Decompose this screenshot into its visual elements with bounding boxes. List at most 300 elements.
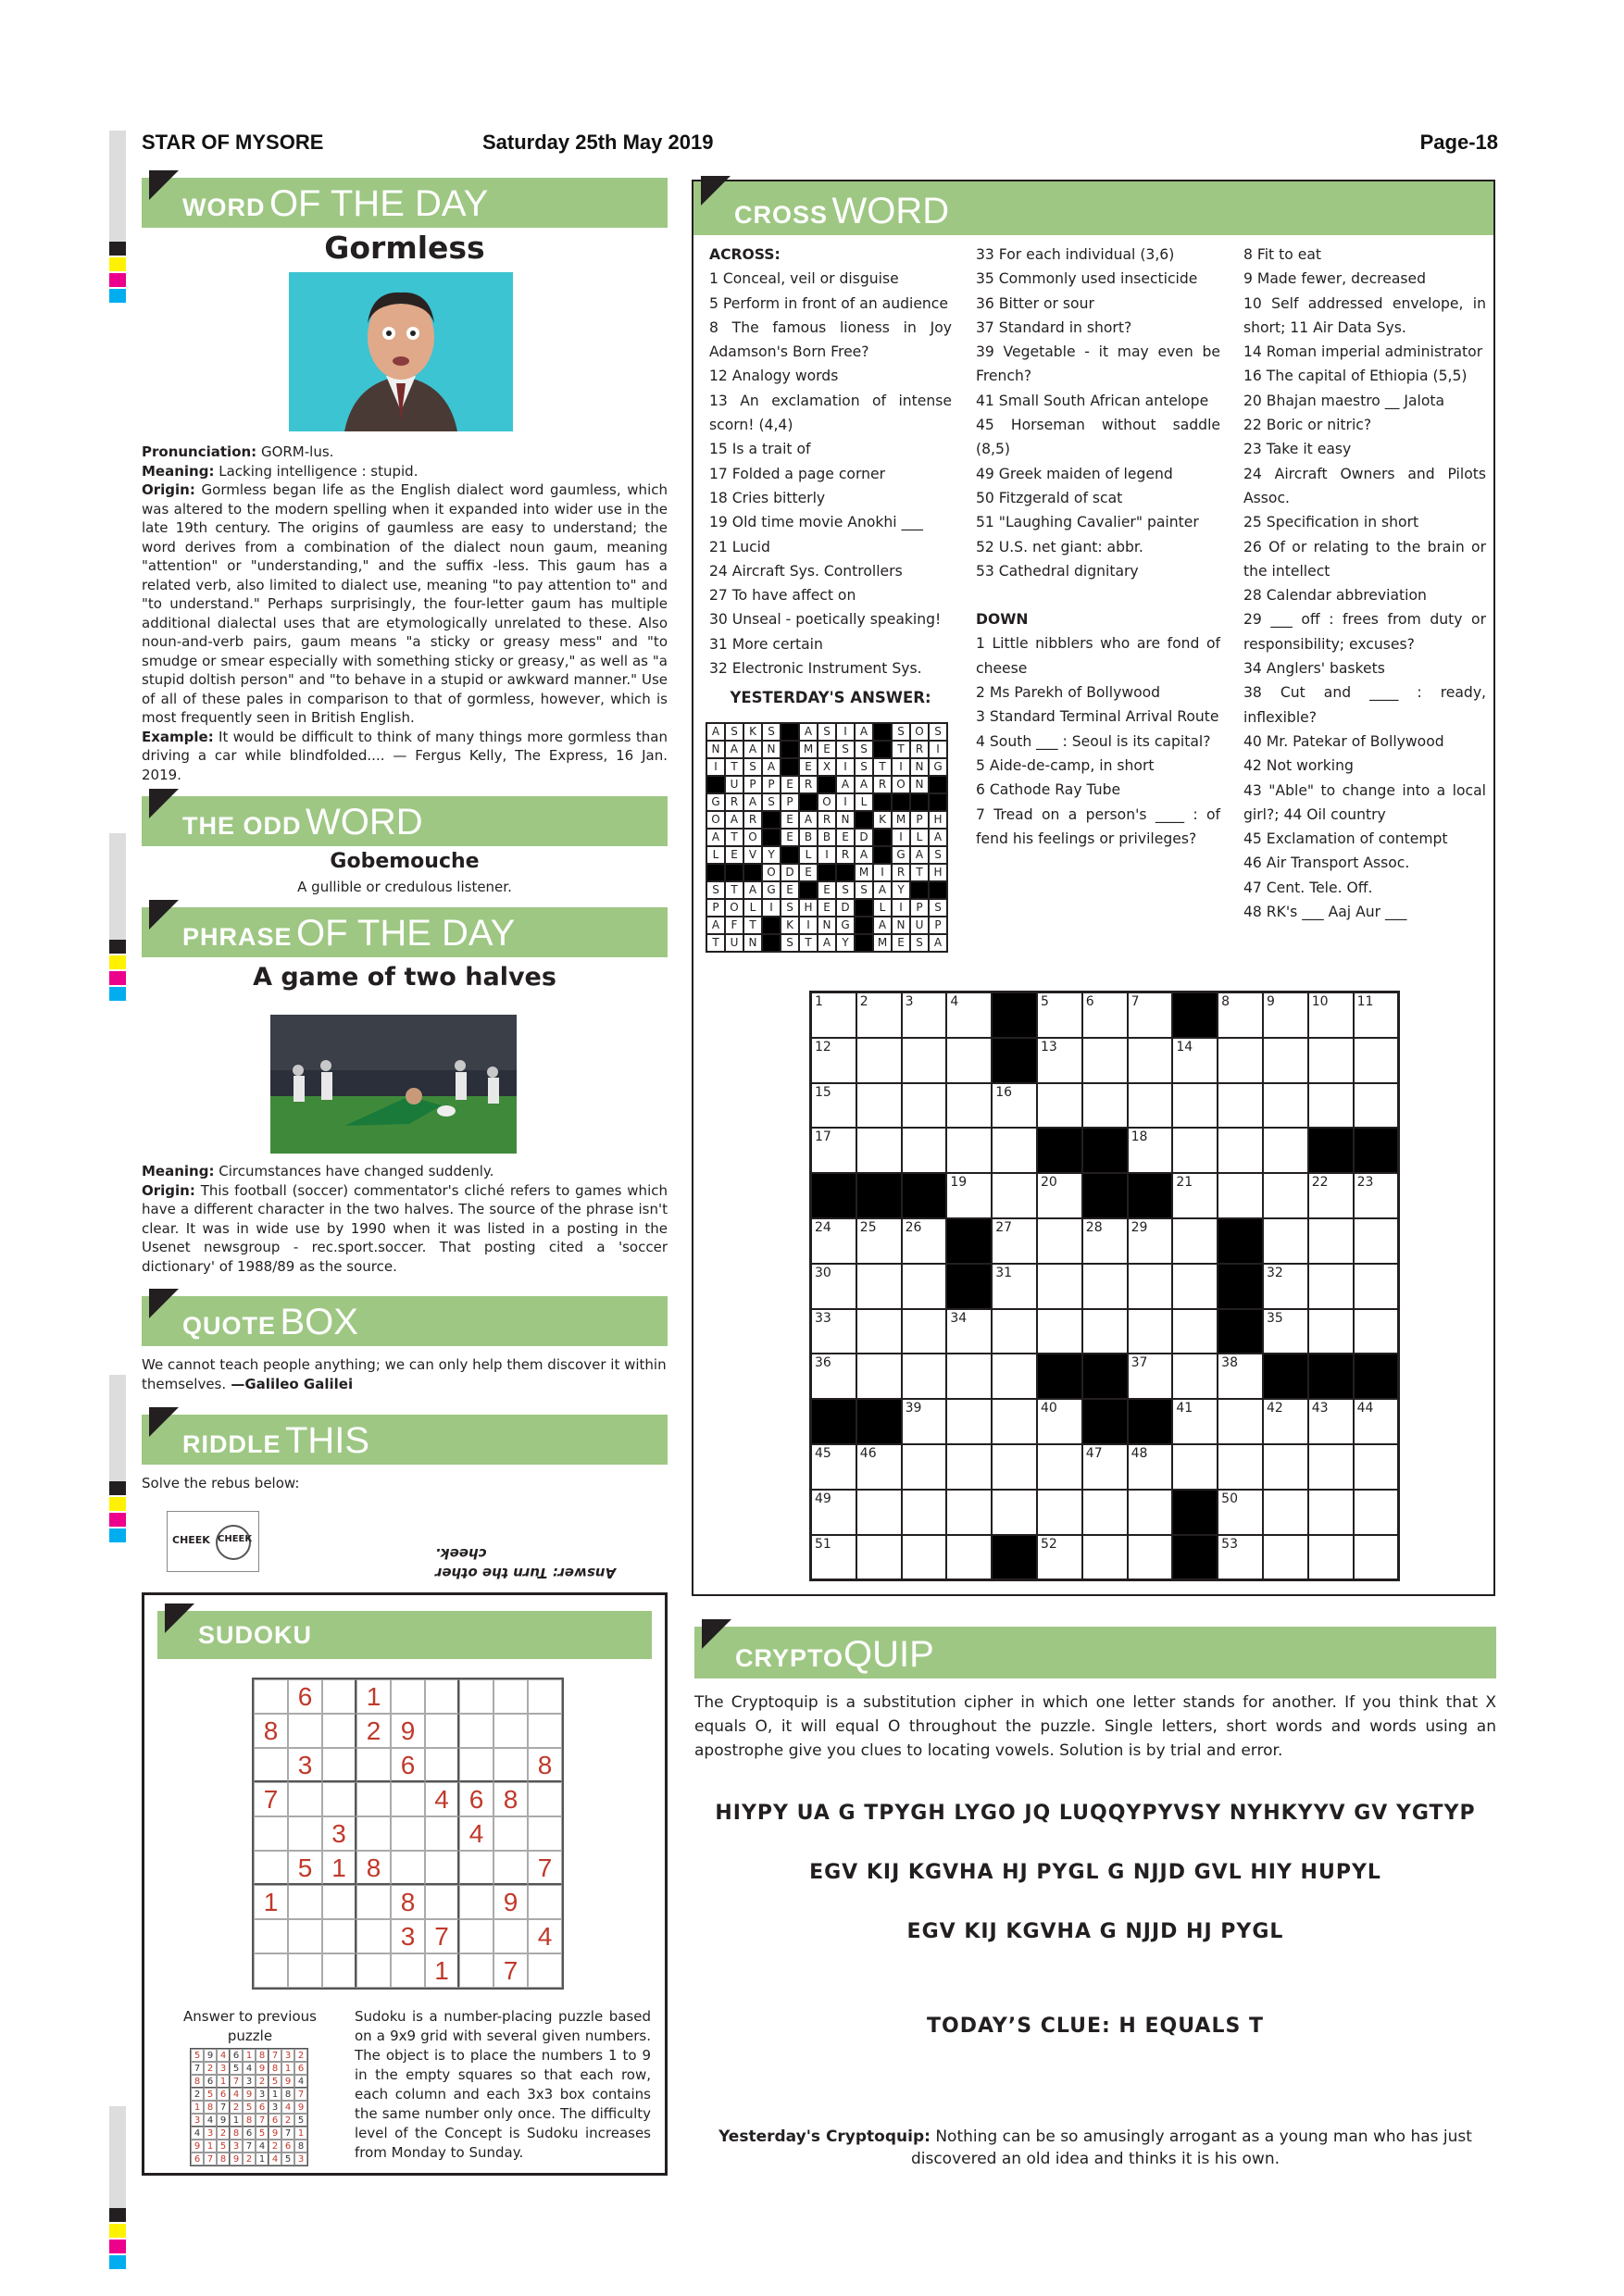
yesterday-cell: A (855, 776, 873, 793)
crossword-cell[interactable] (1128, 1535, 1173, 1580)
crossword-cell[interactable] (856, 1218, 902, 1264)
crossword-cell[interactable] (1172, 1218, 1218, 1264)
crossword-cell[interactable] (1218, 1399, 1263, 1444)
crossword-cell[interactable] (1128, 1128, 1173, 1173)
sudoku-cell[interactable] (288, 1953, 322, 1988)
yesterday-cell (910, 793, 929, 811)
crossword-cell[interactable] (811, 1535, 856, 1580)
sudoku-cell[interactable] (356, 1885, 391, 1919)
sudoku-cell[interactable] (254, 1679, 288, 1714)
crossword-clue: 22 Boric or nitric? (1243, 417, 1372, 434)
crossword-cell[interactable] (1082, 1264, 1128, 1309)
sudoku-cell[interactable] (356, 1782, 391, 1816)
crossword-cell[interactable] (1263, 1128, 1308, 1173)
crossword-cell[interactable] (1128, 1444, 1173, 1490)
sudoku-answer-cell: 6 (269, 2114, 281, 2127)
crossword-cell[interactable] (1082, 1535, 1128, 1580)
clue-number: 10 (1311, 994, 1329, 1009)
sudoku-answer-cell: 8 (204, 2101, 217, 2114)
crossword-cell[interactable] (1354, 1490, 1399, 1535)
crossword-cell[interactable] (1263, 1444, 1308, 1490)
crossword-cell[interactable] (992, 1083, 1037, 1129)
sudoku-cell[interactable]: 7 (528, 1851, 562, 1885)
crossword-cell[interactable] (1128, 1218, 1173, 1264)
sudoku-cell[interactable] (459, 1851, 493, 1885)
sudoku-cell[interactable] (493, 1679, 528, 1714)
crossword-cell[interactable] (811, 1490, 856, 1535)
crossword-cell[interactable] (1082, 992, 1128, 1038)
crossword-cell[interactable] (1354, 1173, 1399, 1218)
yesterday-cell: L (855, 793, 873, 811)
sudoku-answer-cell: 2 (191, 2088, 204, 2101)
sudoku-cell[interactable] (356, 1919, 391, 1953)
crossword-cell[interactable] (1263, 1173, 1308, 1218)
crossword-cell[interactable] (811, 992, 856, 1038)
crossword-cell[interactable] (1037, 1535, 1082, 1580)
sudoku-answer-cell: 5 (243, 2101, 256, 2114)
sudoku-cell[interactable] (528, 1816, 562, 1851)
sudoku-cell[interactable] (528, 1679, 562, 1714)
crossword-cell[interactable] (1218, 1173, 1263, 1218)
crossword-cell[interactable] (946, 1399, 992, 1444)
sudoku-cell[interactable]: 6 (391, 1748, 425, 1782)
yesterday-cell: A (799, 723, 818, 741)
sudoku-answer-cell: 6 (294, 2062, 307, 2075)
sudoku-cell[interactable] (254, 1851, 288, 1885)
sudoku-answer-cell: 6 (243, 2127, 256, 2140)
crossword-cell[interactable] (1308, 1535, 1354, 1580)
crossword-cell[interactable] (1263, 1309, 1308, 1354)
crossword-cell[interactable] (856, 1309, 902, 1354)
sudoku-cell[interactable] (322, 1679, 356, 1714)
crossword-cell[interactable] (1308, 1264, 1354, 1309)
crossword-cell[interactable] (1037, 992, 1082, 1038)
crossword-cell[interactable] (1172, 1128, 1218, 1173)
crossword-cell[interactable] (992, 1444, 1037, 1490)
crossword-cell[interactable] (811, 1354, 856, 1399)
crossword-cell[interactable] (902, 1309, 947, 1354)
crossword-cell[interactable] (1263, 1490, 1308, 1535)
crossword-cell[interactable] (1172, 1264, 1218, 1309)
yesterday-cell: P (910, 899, 929, 917)
sudoku-cell[interactable] (356, 1816, 391, 1851)
clue-number: 3 (905, 994, 914, 1009)
sudoku-cell[interactable] (493, 1851, 528, 1885)
crossword-cell[interactable] (1218, 1128, 1263, 1173)
sudoku-cell[interactable] (493, 1748, 528, 1782)
crossword-cell[interactable] (1354, 1535, 1399, 1580)
color-swatch (109, 2255, 126, 2269)
sudoku-cell[interactable] (288, 1714, 322, 1748)
yesterday-cell: S (762, 793, 781, 811)
crossword-cell[interactable] (1218, 1444, 1263, 1490)
yesterday-cell: I (762, 899, 781, 917)
sudoku-cell[interactable]: 7 (425, 1919, 459, 1953)
odd-word-header: THE ODD WORD (142, 796, 668, 846)
yesterday-cell: S (725, 723, 743, 741)
crossword-cell[interactable] (1037, 1173, 1082, 1218)
sudoku-cell[interactable] (288, 1816, 322, 1851)
sudoku-answer-cell: 7 (217, 2101, 230, 2114)
sudoku-answer-cell: 4 (230, 2088, 243, 2101)
sudoku-cell[interactable]: 1 (322, 1851, 356, 1885)
crossword-cell[interactable] (902, 1218, 947, 1264)
yesterday-cell: P (743, 776, 762, 793)
clue-number: 12 (815, 1039, 831, 1054)
crossword-clue: 29 ___ off : frees from duty or responsibility; excuses? (1243, 611, 1486, 653)
crossword-cell[interactable] (1354, 1399, 1399, 1444)
crossword-cell[interactable] (1082, 1038, 1128, 1083)
quote-box-header: QUOTE BOX (142, 1296, 668, 1346)
sudoku-cell[interactable]: 7 (254, 1782, 288, 1816)
crossword-cell[interactable] (1037, 1083, 1082, 1129)
sudoku-cell[interactable] (288, 1919, 322, 1953)
yesterday-cell: T (910, 864, 929, 881)
sudoku-cell[interactable] (493, 1919, 528, 1953)
sudoku-cell[interactable] (425, 1851, 459, 1885)
crossword-cell[interactable] (811, 1309, 856, 1354)
sudoku-cell[interactable] (425, 1816, 459, 1851)
sudoku-cell[interactable] (322, 1953, 356, 1988)
crossword-cell[interactable] (1082, 1490, 1128, 1535)
crossword-cell[interactable] (1263, 1535, 1308, 1580)
crossword-cell[interactable] (1218, 1490, 1263, 1535)
crossword-cell[interactable] (902, 1038, 947, 1083)
sudoku-cell[interactable] (528, 1714, 562, 1748)
crossword-cell[interactable] (856, 1264, 902, 1309)
sudoku-cell[interactable] (356, 1953, 391, 1988)
crossword-cell[interactable] (1354, 1444, 1399, 1490)
crossword-cell[interactable] (1128, 1038, 1173, 1083)
yesterday-cell: O (706, 811, 725, 829)
crossword-cell[interactable] (1354, 1083, 1399, 1129)
crossword-cell[interactable] (902, 1354, 947, 1399)
yesterday-cell: A (706, 829, 725, 846)
crossword-cell[interactable] (1218, 992, 1263, 1038)
crossword-cell[interactable] (992, 1128, 1037, 1173)
crossword-cell[interactable] (992, 1218, 1037, 1264)
crossword-cell[interactable] (1354, 1309, 1399, 1354)
sudoku-cell[interactable] (459, 1919, 493, 1953)
crossword-cell[interactable] (902, 1264, 947, 1309)
crossword-cell[interactable] (902, 1399, 947, 1444)
crossword-clue: 45 Exclamation of contempt (1243, 830, 1448, 848)
crossword-cell[interactable] (811, 1128, 856, 1173)
crossword-cell[interactable] (1308, 1399, 1354, 1444)
crossword-cell[interactable] (856, 1083, 902, 1129)
clue-number: 44 (1356, 1401, 1374, 1416)
sudoku-answer-cell: 9 (217, 2114, 230, 2127)
sudoku-cell[interactable] (493, 1714, 528, 1748)
sudoku-answer-cell: 1 (269, 2088, 281, 2101)
sudoku-answer-cell: 8 (256, 2049, 269, 2062)
crossword-cell[interactable] (992, 1354, 1037, 1399)
crossword-cell[interactable] (902, 1128, 947, 1173)
sudoku-answer-cell: 5 (217, 2140, 230, 2152)
sudoku-answer-cell: 1 (281, 2062, 294, 2075)
crossword-black-square (1218, 1309, 1263, 1354)
crossword-cell[interactable] (1263, 992, 1308, 1038)
crossword-cell[interactable] (902, 1490, 947, 1535)
sudoku-cell[interactable] (528, 1782, 562, 1816)
clue-number: 32 (1266, 1265, 1283, 1280)
crossword-cell[interactable] (1037, 1490, 1082, 1535)
crossword-cell[interactable] (1263, 1264, 1308, 1309)
sudoku-cell[interactable]: 1 (356, 1679, 391, 1714)
sudoku-cell[interactable] (391, 1782, 425, 1816)
riddle-header: RIDDLE THIS (142, 1415, 668, 1465)
sudoku-cell[interactable]: 5 (288, 1851, 322, 1885)
yesterday-cell: S (929, 723, 947, 741)
sudoku-cell[interactable]: 8 (356, 1851, 391, 1885)
sudoku-cell[interactable]: 9 (493, 1885, 528, 1919)
crossword-cell[interactable] (946, 1083, 992, 1129)
sudoku-cell[interactable] (528, 1885, 562, 1919)
sudoku-cell[interactable]: 1 (254, 1885, 288, 1919)
sudoku-cell[interactable] (459, 1885, 493, 1919)
crossword-cell[interactable] (946, 1444, 992, 1490)
sudoku-answer-cell: 1 (217, 2075, 230, 2088)
sudoku-cell[interactable]: 4 (459, 1816, 493, 1851)
crossword-cell[interactable] (1263, 1038, 1308, 1083)
crossword-cell[interactable] (811, 1038, 856, 1083)
crossword-cell[interactable] (1354, 992, 1399, 1038)
crossword-cell[interactable] (1172, 1173, 1218, 1218)
sudoku-cell[interactable] (254, 1816, 288, 1851)
crossword-cell[interactable] (1172, 1354, 1218, 1399)
crossword-cell[interactable] (946, 1173, 992, 1218)
sudoku-cell[interactable] (459, 1714, 493, 1748)
crossword-cell[interactable] (1082, 1444, 1128, 1490)
sudoku-cell[interactable] (254, 1953, 288, 1988)
crossword-cell[interactable] (856, 1535, 902, 1580)
crossword-cell[interactable] (946, 1128, 992, 1173)
crossword-cell[interactable] (1308, 1173, 1354, 1218)
sudoku-cell[interactable]: 7 (493, 1953, 528, 1988)
crossword-cell[interactable] (902, 992, 947, 1038)
crossword-cell[interactable] (811, 1444, 856, 1490)
sudoku-cell[interactable] (425, 1714, 459, 1748)
crossword-cell[interactable] (856, 1444, 902, 1490)
crossword-cell[interactable] (856, 1490, 902, 1535)
crossword-cell[interactable] (1128, 1264, 1173, 1309)
sudoku-cell[interactable] (459, 1679, 493, 1714)
crossword-cell[interactable] (1037, 1399, 1082, 1444)
crossword-cell[interactable] (1308, 1083, 1354, 1129)
crossword-cell[interactable] (1172, 1038, 1218, 1083)
crossword-cell[interactable] (902, 1535, 947, 1580)
yesterday-cell: S (929, 899, 947, 917)
yesterday-cell: D (855, 829, 873, 846)
yesterday-cell: A (762, 758, 781, 776)
sudoku-cell[interactable]: 8 (254, 1714, 288, 1748)
crossword-cell[interactable] (946, 1535, 992, 1580)
sudoku-answer-cell: 9 (243, 2088, 256, 2101)
sudoku-cell[interactable]: 8 (528, 1748, 562, 1782)
yesterday-cell: D (836, 899, 855, 917)
crossword-cell[interactable] (946, 1309, 992, 1354)
crossword-cell[interactable] (1128, 1490, 1173, 1535)
crossword-cell[interactable] (1172, 1399, 1218, 1444)
crossword-cell[interactable] (902, 1083, 947, 1129)
yesterday-cell: E (725, 846, 743, 864)
crossword-cell[interactable] (811, 1083, 856, 1129)
crossword-cell[interactable] (1082, 1083, 1128, 1129)
crossword-clue: 52 U.S. net giant: abbr. (976, 538, 1143, 555)
crossword-cell[interactable] (1308, 992, 1354, 1038)
crossword-cell[interactable] (1354, 1038, 1399, 1083)
sudoku-cell[interactable] (288, 1782, 322, 1816)
crossword-cell[interactable] (946, 992, 992, 1038)
yesterday-cell: S (818, 723, 836, 741)
yesterday-cell: L (799, 846, 818, 864)
sudoku-cell[interactable]: 6 (288, 1679, 322, 1714)
sudoku-cell[interactable] (459, 1953, 493, 1988)
sudoku-cell[interactable] (322, 1714, 356, 1748)
crossword-cell[interactable] (1354, 1218, 1399, 1264)
yesterday-cell: A (873, 881, 892, 899)
crossword-cell[interactable] (1172, 1444, 1218, 1490)
page-header (142, 131, 1498, 158)
crossword-cell[interactable] (992, 1264, 1037, 1309)
sudoku-cell[interactable] (425, 1885, 459, 1919)
clue-number: 40 (1040, 1401, 1057, 1416)
sudoku-answer-cell: 1 (294, 2127, 307, 2140)
crossword-cell[interactable] (1082, 1309, 1128, 1354)
yesterday-cell: R (836, 846, 855, 864)
sudoku-cell[interactable] (425, 1679, 459, 1714)
crossword-cell[interactable] (1308, 1309, 1354, 1354)
crossword-cell[interactable] (1128, 992, 1173, 1038)
clue-number: 51 (815, 1536, 831, 1552)
crossword-cell[interactable] (1354, 1264, 1399, 1309)
sudoku-cell[interactable] (528, 1953, 562, 1988)
sudoku-cell[interactable] (425, 1748, 459, 1782)
yesterday-cell: A (706, 723, 725, 741)
crossword-cell[interactable] (946, 1354, 992, 1399)
crossword-cell[interactable] (856, 1128, 902, 1173)
cryptoquip-line: EGV KIJ KGVHA HJ PYGL G NJJD GVL HIY HUPYL (809, 1861, 1381, 1884)
sudoku-cell[interactable] (322, 1885, 356, 1919)
crossword-cell[interactable] (856, 992, 902, 1038)
clue-number: 33 (815, 1310, 831, 1326)
crossword-clue: 48 RK's ___ Aaj Aur ___ (1243, 904, 1407, 921)
sudoku-grid[interactable] (252, 1678, 564, 1990)
sudoku-cell[interactable]: 3 (288, 1748, 322, 1782)
crossword-black-square (1308, 1354, 1354, 1399)
sudoku-cell[interactable] (288, 1885, 322, 1919)
crossword-cell[interactable] (1037, 1444, 1082, 1490)
sudoku-cell[interactable]: 2 (356, 1714, 391, 1748)
sudoku-cell[interactable]: 8 (493, 1782, 528, 1816)
yesterday-cell: M (799, 741, 818, 758)
sudoku-cell[interactable]: 4 (528, 1919, 562, 1953)
sudoku-cell[interactable] (493, 1816, 528, 1851)
crossword-cell[interactable] (992, 1490, 1037, 1535)
word-of-day-title: Gormless (324, 230, 485, 266)
yesterday-cell (929, 776, 947, 793)
crossword-clue: 43 "Able" to change into a local girl?; 44 Oil country (1243, 781, 1486, 823)
clue-number: 24 (815, 1219, 831, 1235)
riddle-answer: Answer: Turn the other cheek. (435, 1545, 617, 1581)
crossword-cell[interactable] (1218, 1535, 1263, 1580)
crossword-cell[interactable] (1308, 1218, 1354, 1264)
crossword-cell[interactable] (1172, 1309, 1218, 1354)
sudoku-cell[interactable] (391, 1953, 425, 1988)
crossword-cell[interactable] (1128, 1354, 1173, 1399)
sudoku-cell[interactable]: 3 (322, 1816, 356, 1851)
crossword-cell[interactable] (1308, 1038, 1354, 1083)
sudoku-cell[interactable] (322, 1919, 356, 1953)
sudoku-cell[interactable]: 6 (459, 1782, 493, 1816)
crossword-cell[interactable] (902, 1444, 947, 1490)
yesterday-cell: N (706, 741, 725, 758)
sudoku-cell[interactable] (356, 1748, 391, 1782)
crossword-cell[interactable] (992, 1309, 1037, 1354)
yesterday-cell: S (836, 741, 855, 758)
crossword-cell[interactable] (1308, 1444, 1354, 1490)
crossword-clue: 10 Self addressed envelope, in short; 11 Air Data Sys. (1243, 294, 1486, 336)
yesterday-cell: A (836, 776, 855, 793)
crossword-cell[interactable] (1218, 1038, 1263, 1083)
crossword-cell[interactable] (1308, 1490, 1354, 1535)
sudoku-cell[interactable] (391, 1679, 425, 1714)
yesterday-cell: S (855, 881, 873, 899)
crossword-cell[interactable] (1263, 1399, 1308, 1444)
crossword-clue: 21 Lucid (709, 538, 770, 555)
sudoku-answer-cell: 4 (294, 2075, 307, 2088)
crossword-cell[interactable] (811, 1264, 856, 1309)
crossword-grid[interactable] (809, 991, 1400, 1581)
crossword-cell[interactable] (856, 1038, 902, 1083)
crossword-cell[interactable] (1172, 1083, 1218, 1129)
sudoku-cell[interactable] (322, 1782, 356, 1816)
sudoku-cell[interactable]: 1 (425, 1953, 459, 1988)
crossword-cell[interactable] (1082, 1218, 1128, 1264)
sudoku-cell[interactable] (391, 1851, 425, 1885)
crossword-cell[interactable] (1128, 1309, 1173, 1354)
sudoku-cell[interactable] (391, 1816, 425, 1851)
sudoku-cell[interactable] (459, 1748, 493, 1782)
crossword-cell[interactable] (1218, 1354, 1263, 1399)
crossword-cell[interactable] (946, 1490, 992, 1535)
crossword-cell[interactable] (1263, 1218, 1308, 1264)
crossword-clue: 30 Unseal - poetically speaking! (709, 611, 942, 629)
crossword-cell[interactable] (1037, 1264, 1082, 1309)
crossword-cell[interactable] (811, 1218, 856, 1264)
crossword-cell[interactable] (992, 1173, 1037, 1218)
crossword-cell[interactable] (946, 1038, 992, 1083)
sudoku-cell[interactable]: 3 (391, 1919, 425, 1953)
sudoku-cell[interactable]: 9 (391, 1714, 425, 1748)
crossword-cell[interactable] (1037, 1218, 1082, 1264)
sudoku-cell[interactable] (254, 1748, 288, 1782)
crossword-cell[interactable] (1037, 1309, 1082, 1354)
crossword-black-square (1263, 1354, 1308, 1399)
sudoku-cell[interactable] (322, 1748, 356, 1782)
sudoku-answer-cell: 6 (191, 2152, 204, 2165)
yesterday-cell: N (818, 917, 836, 934)
sudoku-cell[interactable] (254, 1919, 288, 1953)
crossword-cell[interactable] (1037, 1038, 1082, 1083)
crossword-cell[interactable] (856, 1354, 902, 1399)
crossword-cell[interactable] (1263, 1083, 1308, 1129)
crossword-cell[interactable] (992, 1399, 1037, 1444)
sudoku-cell[interactable]: 8 (391, 1885, 425, 1919)
sudoku-cell[interactable]: 4 (425, 1782, 459, 1816)
crossword-cell[interactable] (1218, 1083, 1263, 1129)
crossword-cell[interactable] (1128, 1083, 1173, 1129)
